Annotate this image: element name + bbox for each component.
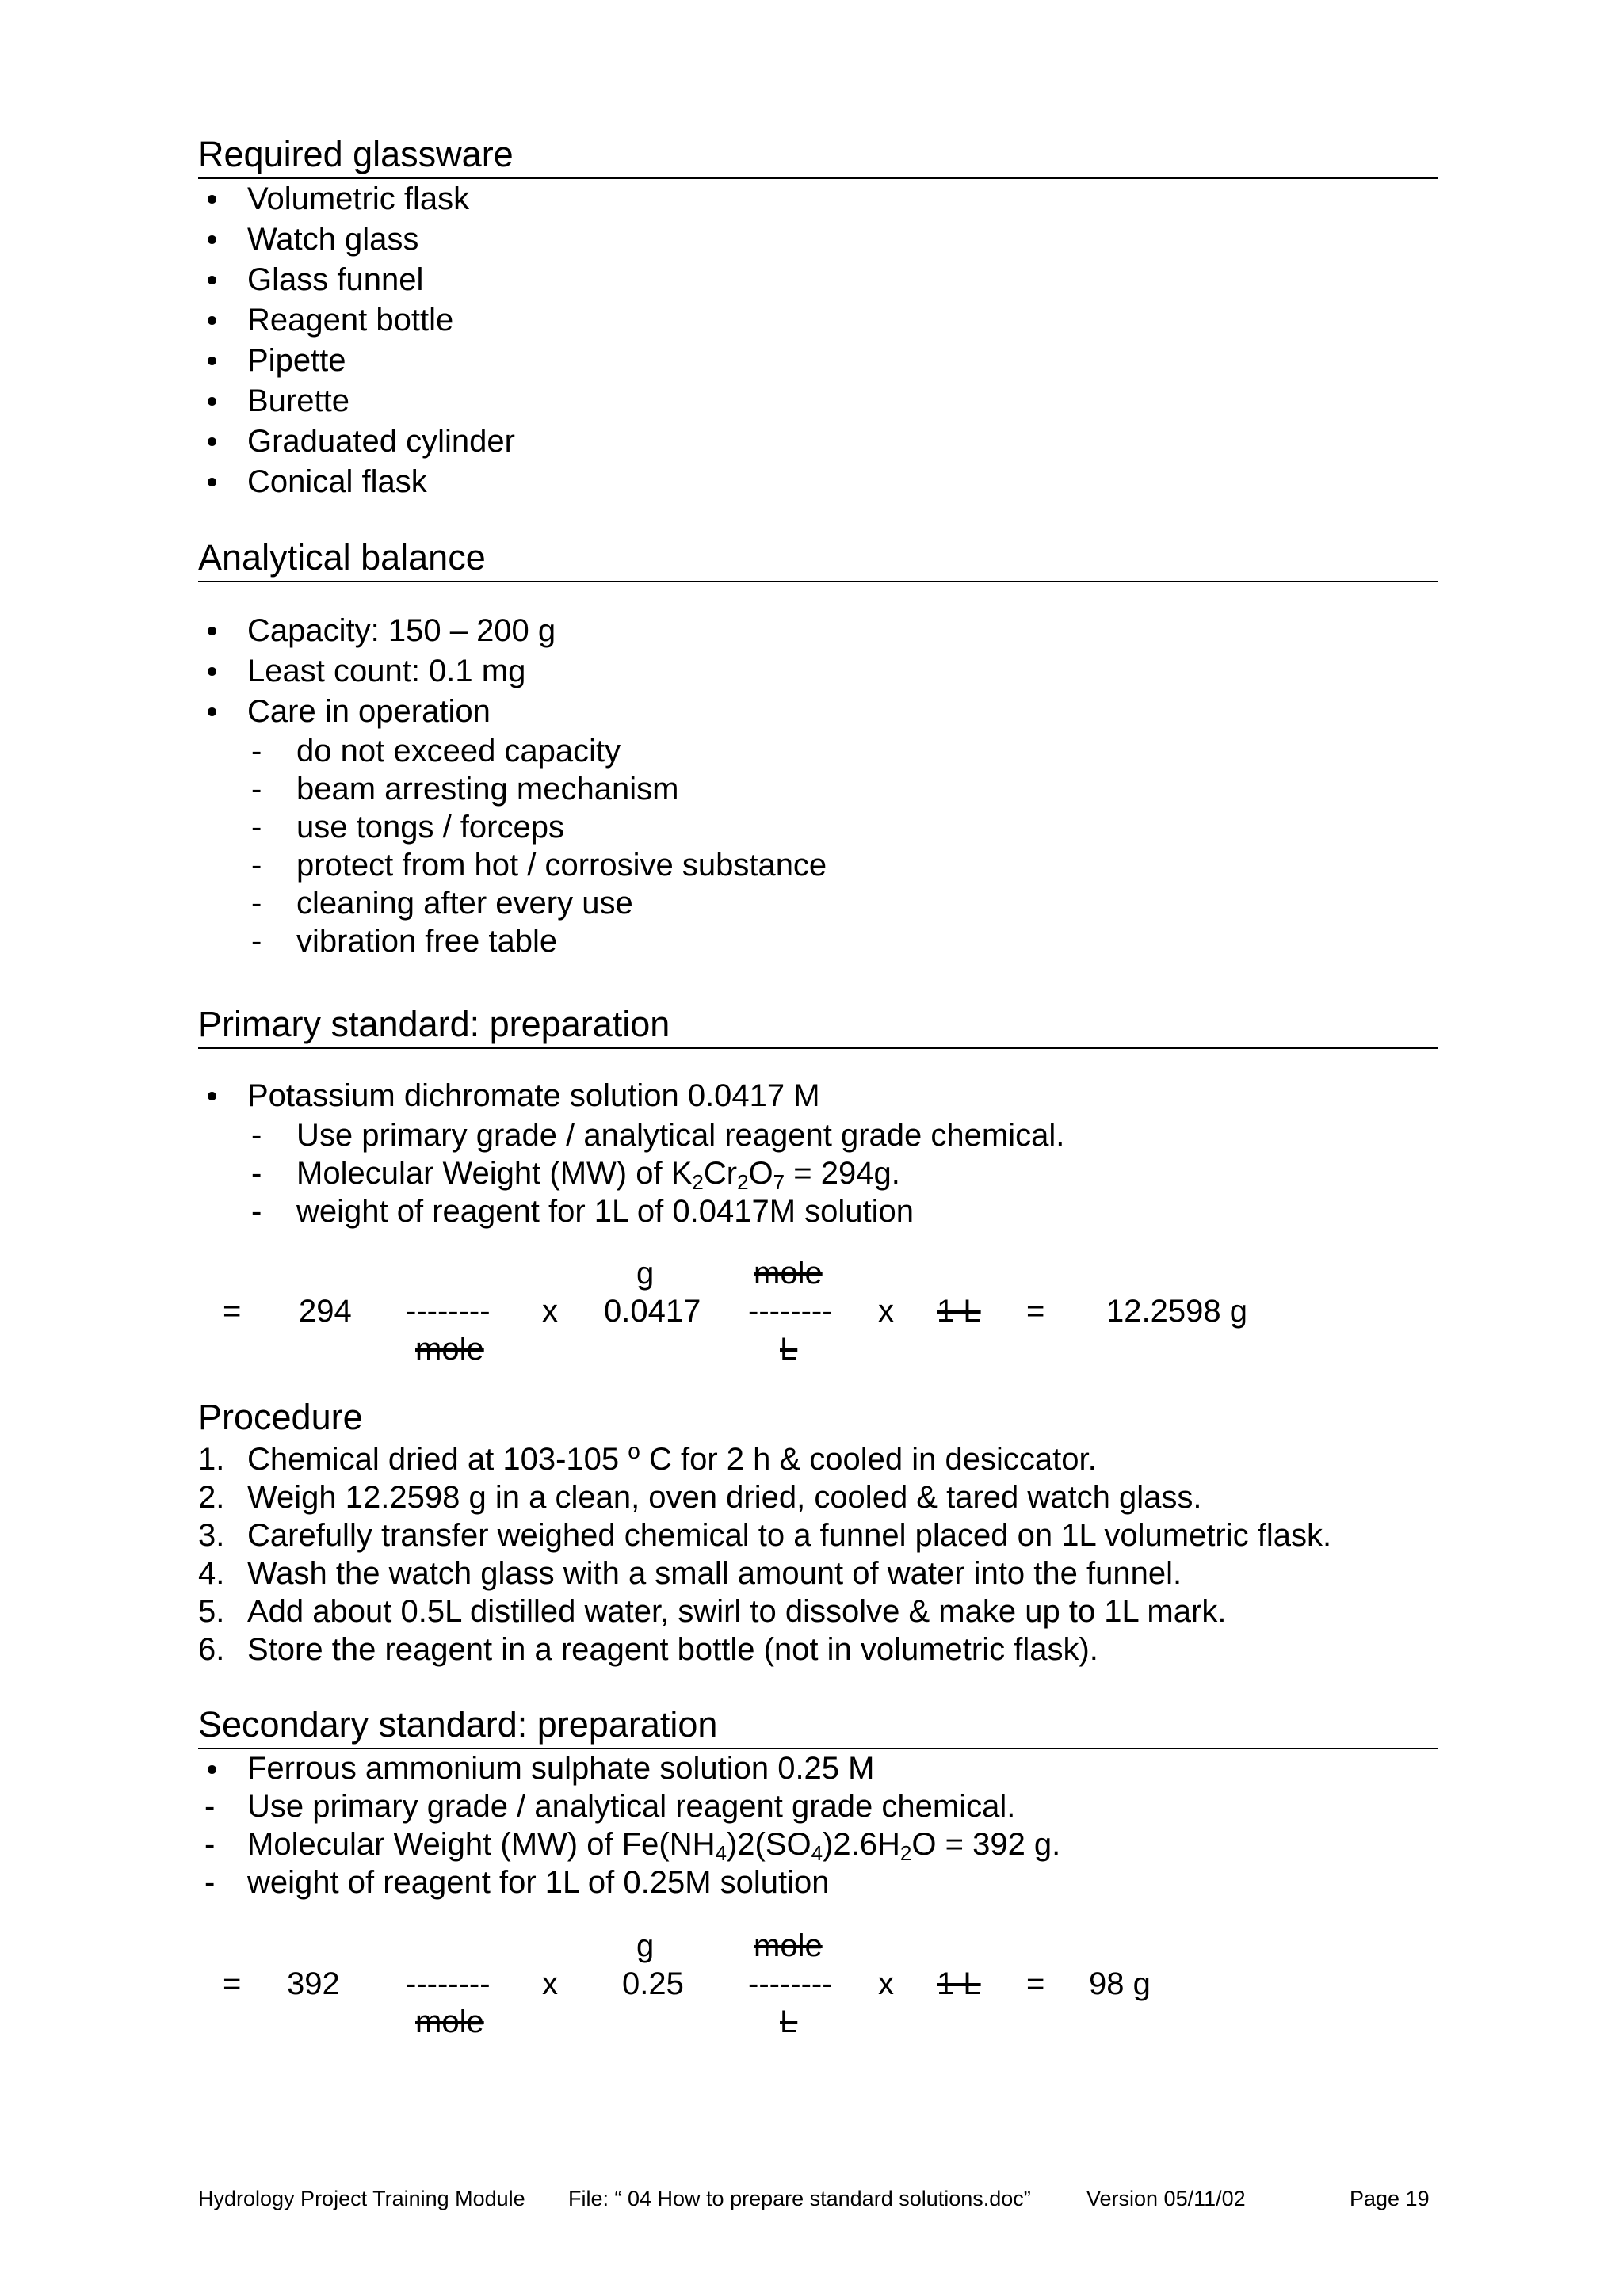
molecular-weight-text: Molecular Weight (MW) of $Fe(NH_4)2(SO_4)2.6H_2O = 392$ g.: [247, 1827, 1061, 1865]
equation-times: x: [542, 1294, 558, 1329]
bullet-icon: [208, 478, 216, 486]
secondary-heading: Secondary standard: preparation: [198, 1702, 1438, 1749]
list-item: - Molecular Weight (MW) of $Fe(NH_4)2(SO_4)2.6H_2O = 392$ g.: [204, 1827, 1061, 1865]
equation-volume: 1 L: [937, 1966, 981, 2001]
bullet-icon: [208, 397, 216, 406]
bullet-icon: [208, 1092, 216, 1100]
list-item: Conical flask: [198, 462, 1438, 502]
equation-concentration: 0.25: [622, 1966, 684, 2001]
equation-molecular-weight: 392: [287, 1966, 340, 2001]
equation-fraction-bar: --------: [748, 1966, 833, 2001]
equation-molecular-weight: 294: [299, 1294, 352, 1329]
bullet-icon: [208, 627, 216, 635]
footer-module: Hydrology Project Training Module: [198, 2187, 525, 2210]
equation-result: 98 g: [1089, 1966, 1151, 2001]
list-item: 3. Carefully transfer weighed chemical to a funnel placed on 1L volumetric flask.: [198, 1518, 1332, 1553]
molecular-weight-text: Molecular Weight (MW) of $K_2Cr_2O_7 = 294g$.: [296, 1156, 900, 1194]
list-item: - weight of reagent for 1L of 0.25M solution: [204, 1865, 830, 1900]
footer-file: File: “ 04 How to prepare standard solutions.doc”: [568, 2187, 1031, 2210]
bullet-icon: [208, 667, 216, 676]
equation-unit-numerator: g: [636, 1928, 655, 1963]
equation-fraction-bar: --------: [406, 1294, 491, 1329]
bullet-icon: [208, 707, 216, 716]
primary-list: [198, 1076, 1438, 1116]
equation-fraction-bar: --------: [406, 1966, 491, 2001]
equation-times: x: [878, 1294, 894, 1329]
equation-equals: =: [223, 1294, 242, 1329]
equation-equals: =: [223, 1966, 242, 2001]
procedure-list: [198, 1440, 1438, 1669]
list-item: Capacity: 150 – 200 g: [198, 611, 1438, 651]
bullet-icon: [208, 235, 216, 244]
primary-equation: [198, 1254, 1438, 1373]
equation-unit-numerator: mole: [754, 1928, 823, 1963]
primary-heading: Primary standard: preparation: [198, 1001, 1438, 1049]
equation-equals: =: [1026, 1966, 1045, 2001]
bullet-icon: [208, 437, 216, 446]
list-item: Volumetric flask: [198, 179, 1438, 219]
bullet-icon: [208, 276, 216, 284]
balance-list: [198, 611, 1438, 732]
list-item: 5. Add about 0.5L distilled water, swirl to dissolve & make up to 1L mark.: [198, 1594, 1227, 1629]
equation-equals: =: [1026, 1294, 1045, 1329]
equation-unit-denominator: mole: [415, 1332, 484, 1367]
equation-volume: 1 L: [937, 1294, 981, 1329]
secondary-equation: [198, 1927, 1438, 2046]
list-item: Care in operation: [198, 692, 1438, 732]
list-item: Glass funnel: [198, 260, 1438, 300]
list-item: 6. Store the reagent in a reagent bottle (not in volumetric flask).: [198, 1632, 1098, 1667]
secondary-list: [198, 1749, 1438, 1901]
list-item: 4. Wash the watch glass with a small amount of water into the funnel.: [198, 1556, 1182, 1591]
primary-section: [198, 1001, 1438, 1230]
footer-version: Version 05/11/02: [1086, 2187, 1246, 2210]
glassware-section: [198, 132, 1438, 502]
balance-heading: Analytical balance: [198, 535, 1438, 582]
list-item: Graduated cylinder: [198, 421, 1438, 462]
bullet-icon: [208, 316, 216, 325]
list-item: Pipette: [198, 341, 1438, 381]
list-item: - do not exceed capacity: [251, 734, 621, 769]
glassware-list: [198, 179, 1438, 502]
equation-unit-denominator: L: [780, 1332, 798, 1367]
procedure-heading: Procedure: [198, 1397, 363, 1437]
list-item: Ferrous ammonium sulphate solution 0.25 M: [198, 1749, 1438, 1787]
equation-unit-numerator: g: [636, 1256, 655, 1291]
bullet-icon: [208, 1765, 216, 1774]
glassware-heading: Required glassware: [198, 132, 1438, 179]
procedure-section: [198, 1394, 1438, 1669]
secondary-section: [198, 1702, 1438, 1901]
list-item: - use tongs / forceps: [251, 810, 564, 845]
list-item: - weight of reagent for 1L of 0.0417M solution: [251, 1194, 915, 1229]
care-list: [198, 732, 1438, 960]
bullet-icon: [208, 357, 216, 365]
list-item: 1. Chemical dried at 103-105 $^o$ C for 2 h & cooled in desiccator.: [198, 1439, 1097, 1477]
list-item: 2. Weigh 12.2598 g in a clean, oven dried, cooled & tared watch glass.: [198, 1480, 1202, 1515]
list-item: - Use primary grade / analytical reagent grade chemical.: [251, 1118, 1065, 1153]
list-item: Burette: [198, 381, 1438, 421]
list-item: Watch glass: [198, 219, 1438, 260]
step-1-text: Chemical dried at 103-105 $^o$ C for 2 h & cooled in desiccator.: [247, 1439, 1097, 1477]
bullet-icon: [208, 195, 216, 204]
equation-unit-denominator: L: [780, 2004, 798, 2039]
list-item: - cleaning after every use: [251, 886, 633, 921]
list-item: Potassium dichromate solution 0.0417 M: [198, 1076, 1438, 1116]
equation-fraction-bar: --------: [748, 1294, 833, 1329]
list-item: - Use primary grade / analytical reagent grade chemical.: [204, 1789, 1016, 1824]
equation-result: 12.2598 g: [1106, 1294, 1247, 1329]
equation-times: x: [878, 1966, 894, 2001]
equation-unit-numerator: mole: [754, 1256, 823, 1291]
list-item: - protect from hot / corrosive substance: [251, 848, 827, 883]
balance-section: [198, 535, 1438, 960]
equation-times: x: [542, 1966, 558, 2001]
list-item: Reagent bottle: [198, 300, 1438, 341]
equation-unit-denominator: mole: [415, 2004, 484, 2039]
primary-sub-list: [198, 1116, 1438, 1230]
list-item: - beam arresting mechanism: [251, 772, 679, 807]
list-item: - Molecular Weight (MW) of $K_2Cr_2O_7 = 294g$.: [251, 1156, 900, 1194]
footer-page-number: Page 19: [1350, 2187, 1430, 2210]
list-item: - vibration free table: [251, 924, 558, 959]
equation-concentration: 0.0417: [604, 1294, 701, 1329]
list-item: Least count: 0.1 mg: [198, 651, 1438, 692]
